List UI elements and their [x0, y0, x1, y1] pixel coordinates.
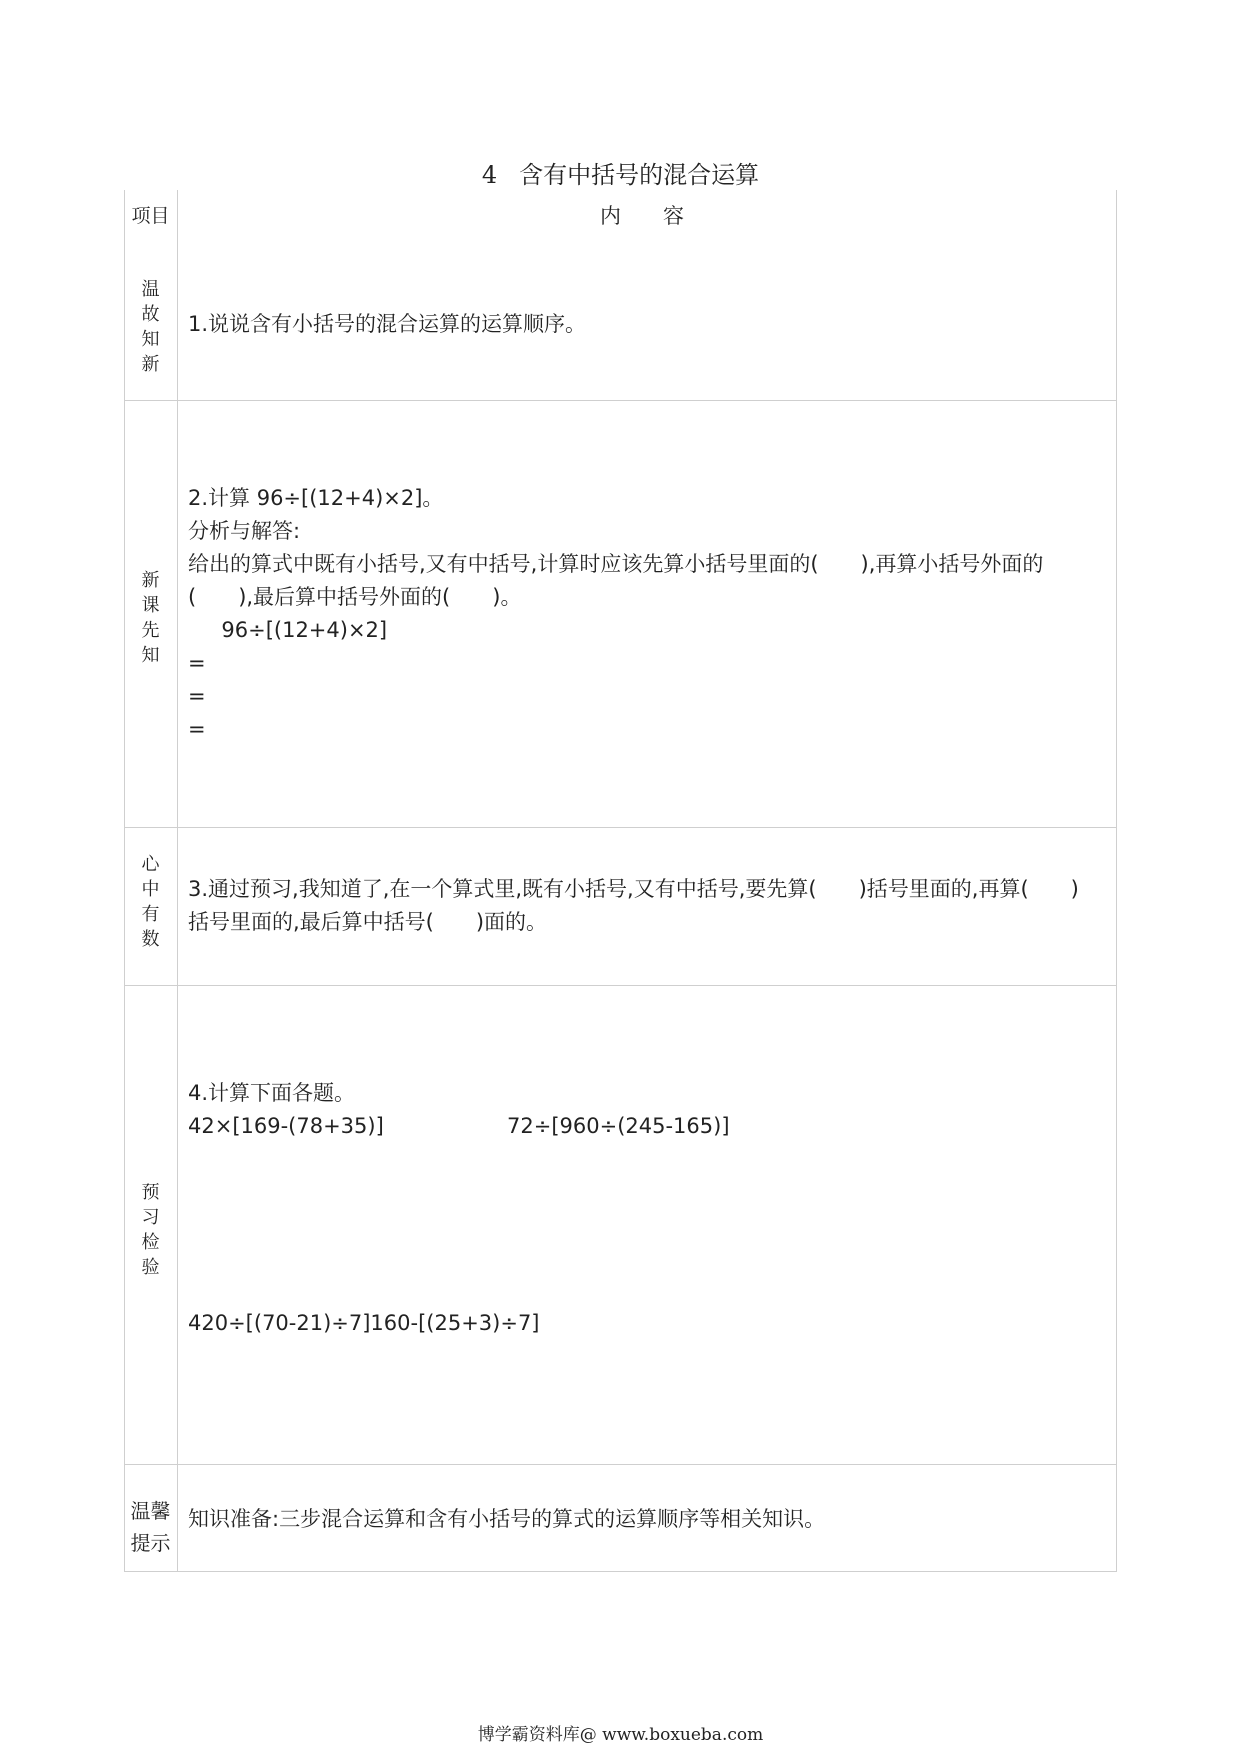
- label-review: 温 故 知 新: [141, 279, 160, 375]
- label-summary: 心 中 有 数: [141, 854, 160, 950]
- content-summary: [188, 873, 1108, 939]
- practice-problem-2: 72÷[960÷(245-165)]: [507, 1114, 730, 1138]
- review-question: 1.说说含有小括号的混合运算的运算顺序。: [188, 312, 587, 336]
- header-item-label: 项目: [131, 205, 170, 227]
- summary-line-2: 括号里面的,最后算中括号( )面的。: [188, 910, 548, 934]
- lesson-number: 4: [481, 161, 498, 189]
- page-title: [0, 155, 1241, 190]
- label-practice: 预 习 检 验: [141, 1182, 160, 1278]
- content-new-lesson: [188, 482, 1108, 746]
- tips-text: 知识准备:三步混合运算和含有小括号的算式的运算顺序等相关知识。: [188, 1507, 826, 1531]
- table-border-right: [1116, 190, 1117, 1572]
- content-practice: [188, 1077, 1108, 1110]
- practice-problem-3: 420÷[(70-21)÷7]160-[(25+3)÷7]: [188, 1311, 540, 1335]
- new-lesson-expression: 96÷[(12+4)×2]: [188, 618, 388, 642]
- practice-problem-1: 42×[169-(78+35)]: [188, 1114, 384, 1138]
- new-lesson-explanation-line-2: ( ),最后算中括号外面的( )。: [188, 585, 522, 609]
- summary-line-1: 3.通过预习,我知道了,在一个算式里,既有小括号,又有中括号,要先算( )括号里面的,再算( ): [188, 877, 1079, 901]
- header-content-label: 内 容: [600, 204, 684, 228]
- row-divider-review: [124, 400, 1117, 401]
- new-lesson-step-1: =: [188, 651, 206, 675]
- lesson-title: 含有中括号的混合运算: [519, 161, 760, 189]
- label-tips: 温馨 提示: [130, 1499, 171, 1555]
- row-divider-new-lesson: [124, 827, 1117, 828]
- new-lesson-step-3: =: [188, 717, 206, 741]
- practice-intro: 4.计算下面各题。: [188, 1081, 356, 1105]
- footer-watermark: 博学霸资料库@ www.boxueba.com: [477, 1725, 764, 1745]
- row-divider-summary: [124, 985, 1117, 986]
- new-lesson-explanation-line-1: 给出的算式中既有小括号,又有中括号,计算时应该先算小括号里面的( ),再算小括号外面的: [188, 552, 1044, 576]
- new-lesson-analysis-heading: 分析与解答:: [188, 519, 301, 543]
- row-divider-practice: [124, 1464, 1117, 1465]
- content-tips: [188, 1503, 1108, 1536]
- content-review: [188, 308, 1108, 341]
- new-lesson-step-2: =: [188, 684, 206, 708]
- new-lesson-question: 2.计算 96÷[(12+4)×2]。: [188, 486, 444, 510]
- table-column-divider: [177, 190, 178, 1572]
- table-border-bottom: [124, 1571, 1117, 1572]
- label-new-lesson: 新 课 先 知: [141, 570, 160, 666]
